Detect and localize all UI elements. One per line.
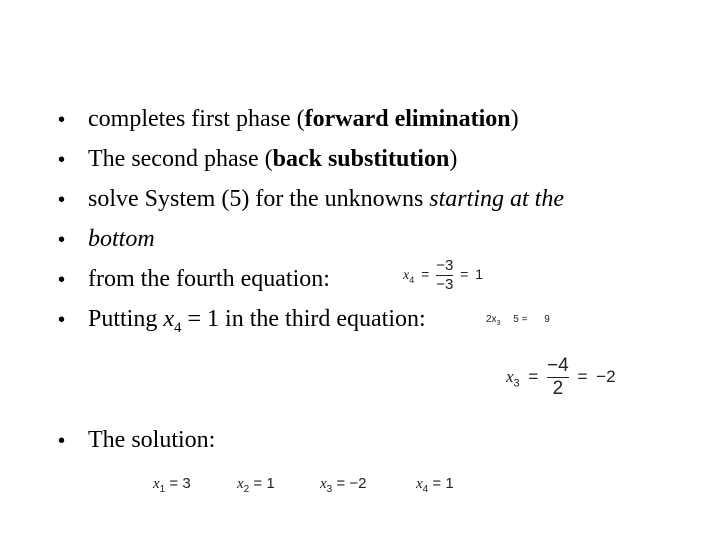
bullet-icon: • — [58, 309, 66, 331]
result: −2 — [596, 366, 616, 386]
subscript: 3 — [496, 320, 501, 327]
bullet-text: ) — [449, 146, 458, 172]
bullet-back-substitution — [58, 139, 457, 179]
term: 5 = — [513, 314, 528, 325]
variable: x — [506, 366, 514, 386]
bullet-fourth-equation — [58, 259, 330, 299]
value: 3 — [182, 475, 191, 492]
equals-sign: = — [528, 366, 539, 386]
subscript: 3 — [513, 377, 520, 390]
bullet-solution — [58, 420, 215, 460]
value: 1 — [266, 475, 275, 492]
bullet-italic-text: starting at the — [429, 186, 564, 212]
result: 9 — [544, 314, 550, 325]
subscript: 4 — [174, 319, 182, 336]
solution-x1 — [153, 475, 191, 495]
bullet-text: = 1 in the third equation: — [181, 306, 426, 332]
equals-sign: = — [253, 475, 263, 492]
subscript: 1 — [159, 484, 166, 495]
term: 2x — [486, 314, 497, 325]
bullet-solve-system — [58, 179, 564, 219]
fraction — [547, 356, 569, 399]
numerator: −4 — [547, 355, 569, 376]
bullet-text: completes first phase ( — [88, 106, 305, 132]
bullet-icon: • — [58, 269, 66, 291]
subscript: 4 — [422, 484, 429, 495]
equation-x3 — [506, 356, 616, 399]
fraction — [436, 258, 453, 293]
bullet-icon: • — [58, 149, 66, 171]
solution-x3 — [320, 475, 366, 495]
bullet-italic-text: bottom — [88, 226, 155, 252]
value: 1 — [445, 475, 454, 492]
variable: x — [163, 306, 175, 332]
bullet-icon: • — [58, 109, 66, 131]
variable: x — [320, 476, 327, 492]
solution-x2 — [237, 475, 275, 495]
numerator: −3 — [436, 257, 454, 274]
equals-sign: = — [577, 366, 588, 386]
bullet-bottom — [58, 219, 155, 259]
subscript: 3 — [326, 484, 333, 495]
result: 1 — [475, 265, 484, 282]
variable: x — [403, 267, 410, 283]
bullet-bold-term: forward elimination — [304, 106, 511, 132]
denominator: −3 — [436, 275, 454, 293]
bullet-text: solve System (5) for the unknowns — [88, 186, 430, 212]
bullet-icon: • — [58, 430, 66, 452]
equals-sign: = — [432, 475, 442, 492]
bullet-text: The solution: — [88, 427, 216, 453]
equals-sign: = — [169, 475, 179, 492]
equals-sign: = — [336, 475, 346, 492]
bullet-icon: • — [58, 189, 66, 211]
bullet-text: ) — [510, 106, 519, 132]
equals-sign: = — [460, 265, 469, 282]
subscript: 4 — [409, 274, 415, 285]
variable: x — [153, 476, 160, 492]
bullet-forward-elimination — [58, 99, 519, 139]
variable: x — [237, 476, 244, 492]
bullet-text: from the fourth equation: — [88, 266, 330, 292]
subscript: 2 — [243, 484, 250, 495]
bullet-text: Putting — [88, 306, 164, 332]
equation-third — [486, 314, 550, 327]
equals-sign: = — [421, 265, 430, 282]
bullet-putting-x4 — [58, 299, 426, 339]
bullet-bold-term: back substitution — [272, 146, 450, 172]
bullet-icon: • — [58, 229, 66, 251]
equation-x4 — [403, 258, 483, 293]
denominator: 2 — [552, 377, 564, 399]
solution-x4 — [416, 475, 454, 495]
bullet-text: The second phase ( — [88, 146, 273, 172]
value: −2 — [349, 475, 367, 492]
variable: x — [416, 476, 423, 492]
